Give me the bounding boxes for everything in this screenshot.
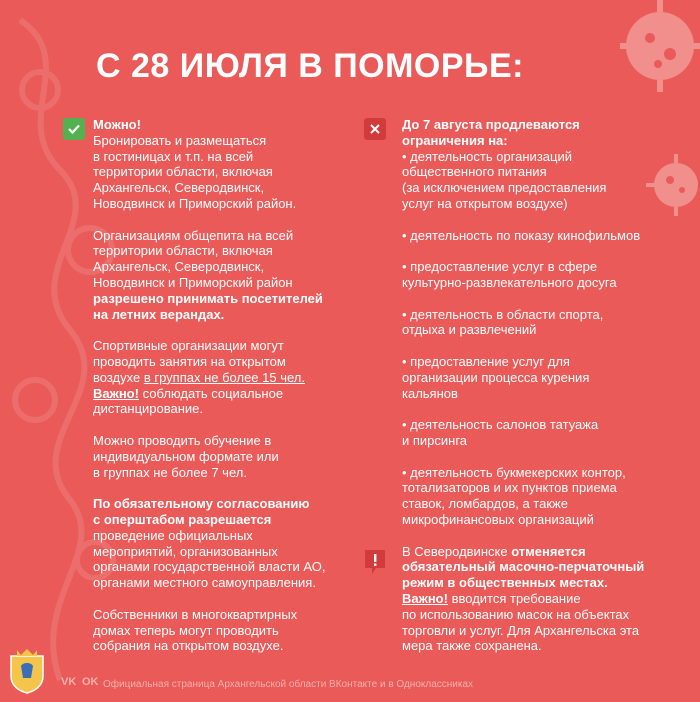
list-item: тотализаторов и их пунктов приема	[402, 480, 617, 496]
text-line: по использованию масок на объектах	[402, 606, 630, 622]
text-line-bold: на летних верандах.	[93, 306, 225, 322]
cross-icon	[369, 123, 381, 135]
text-line-bold: разрешено принимать посетителей	[93, 290, 323, 306]
text-line-bold: с оперштабом разрешается	[93, 511, 272, 527]
text-span: вводится требование	[447, 590, 581, 606]
text-line: территории области, включая	[93, 164, 273, 180]
text-line	[93, 370, 363, 386]
text-line: территории области, включая	[93, 243, 273, 259]
allowed-heading: Можно!	[93, 117, 141, 132]
ok-icon[interactable]: OK	[82, 676, 99, 688]
list-item: • деятельность по показу кинофильмов	[402, 227, 641, 243]
list-item: общественного питания	[402, 164, 547, 180]
allowed-badge	[63, 118, 85, 140]
coat-of-arms-logo	[7, 646, 47, 694]
check-icon	[67, 122, 81, 136]
list-item: кальянов	[402, 385, 458, 401]
text-line: органами местного самоуправления.	[93, 575, 316, 591]
list-item: • деятельность организаций	[402, 148, 572, 164]
text-line	[93, 386, 363, 402]
list-item: (за исключением предоставления	[402, 180, 607, 196]
footer-text: Официальная страница Архангельской области ВКонтакте и в Одноклассниках	[103, 679, 474, 690]
text-line: Бронировать и размещаться	[93, 132, 267, 148]
list-item: • предоставление услуг в сфере	[402, 259, 598, 275]
text-line: Новодвинск и Приморский район.	[93, 195, 297, 211]
list-item: • предоставление услуг для	[402, 353, 570, 369]
text-span-bold: отменяется	[511, 543, 586, 559]
text-line: домах теперь могут проводить	[93, 622, 279, 638]
text-span: В Северодвинске	[402, 543, 512, 559]
text-line: Можно проводить обучение в	[93, 432, 272, 448]
list-item: отдыха и развлечений	[402, 322, 537, 338]
underlined-text: в группах не более 15 чел.	[143, 369, 305, 385]
text-line: дистанцирование.	[93, 401, 204, 417]
restrictions-heading: ограничения на:	[402, 132, 508, 148]
forbidden-badge	[364, 118, 386, 140]
text-line-bold: обязательный масочно-перчаточный	[402, 559, 645, 575]
page-title: С 28 ИЮЛЯ В ПОМОРЬЕ:	[96, 47, 524, 85]
text-line: мера также сохранена.	[402, 638, 542, 654]
text-line: в гостиницах и т.п. на всей	[93, 148, 254, 164]
text-line: проводить занятия на открытом	[93, 353, 286, 369]
list-item: и пирсинга	[402, 432, 468, 448]
text-line	[402, 591, 677, 607]
important-label: Важно!	[402, 590, 448, 606]
text-line-bold: режим в общественных местах.	[402, 575, 608, 591]
warning-badge	[364, 549, 386, 575]
important-label: Важно!	[93, 385, 139, 401]
list-item: микрофинансовых организаций	[402, 511, 594, 527]
text-line-bold: По обязательному согласованию	[93, 496, 310, 512]
allowed-column	[93, 117, 363, 654]
text-line: торговли и услуг. Для Архангельска эта	[402, 622, 640, 638]
list-item: • деятельность в области спорта,	[402, 306, 604, 322]
text-line: мероприятий, организованных	[93, 543, 278, 559]
list-item: услуг на открытом воздухе)	[402, 195, 568, 211]
list-item: • деятельность букмекерских контор,	[402, 464, 626, 480]
text-line: Новодвинск и Приморский район	[93, 274, 293, 290]
restrictions-heading: До 7 августа продлеваются	[402, 117, 580, 132]
text-line: индивидуальном формате или	[93, 448, 279, 464]
text-line: Архангельск, Северодвинск,	[93, 259, 265, 275]
text-line: собрания на открытом воздухе.	[93, 638, 284, 654]
exclamation-icon	[364, 549, 386, 575]
vk-icon[interactable]: VK	[61, 676, 77, 688]
text-line: Организациям общепита на всей	[93, 227, 294, 243]
list-item: культурно-развлекательного досуга	[402, 274, 617, 290]
list-item: • деятельность салонов татуажа	[402, 417, 599, 433]
text-span: соблюдать социальное	[138, 385, 284, 401]
text-line: Собственники в многоквартирных	[93, 606, 298, 622]
text-line: Архангельск, Северодвинск,	[93, 180, 265, 196]
text-line	[402, 544, 677, 560]
text-span: воздухе	[93, 369, 144, 385]
text-line: Спортивные организации могут	[93, 338, 284, 354]
text-line: проведение официальных	[93, 527, 253, 543]
list-item: организации процесса курения	[402, 369, 590, 385]
text-line: органами государственной власти АО,	[93, 559, 326, 575]
restrictions-column	[402, 117, 677, 654]
list-item: ставок, ломбардов, а также	[402, 496, 568, 512]
text-line: в группах не более 7 чел.	[93, 464, 247, 480]
